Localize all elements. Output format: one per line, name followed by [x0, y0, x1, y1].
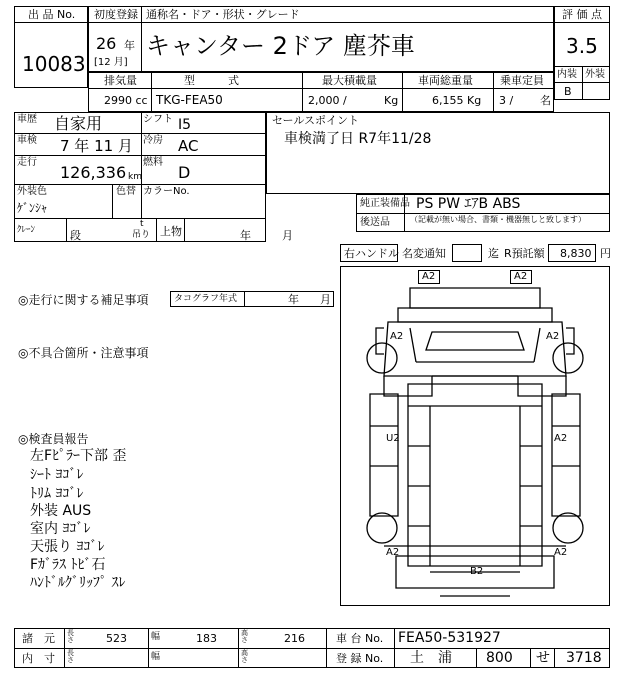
- capacity-label: 乗車定員: [500, 74, 544, 87]
- mark: 迄: [488, 247, 499, 260]
- month: [12 月]: [94, 57, 128, 68]
- chassis-label: 車 台 No.: [336, 632, 384, 645]
- lot-label: 出 品 No.: [28, 8, 76, 21]
- ac: AC: [178, 137, 199, 155]
- inspector-item: 室内 ﾖｺﾞﾚ: [30, 521, 91, 537]
- mark-rear-right: A2: [554, 547, 568, 558]
- reg-class: 800: [486, 650, 513, 666]
- mark-side-left: U2: [386, 433, 400, 444]
- history: 自家用: [54, 114, 103, 133]
- interior-grade: B: [564, 85, 572, 98]
- model-label: 通称名・ドア・形状・グレード: [146, 8, 300, 21]
- inspector-item: ﾄﾘﾑ ﾖｺﾞﾚ: [30, 486, 84, 502]
- reg-kana: せ: [536, 650, 550, 666]
- year: 26: [96, 34, 117, 53]
- inner-height-label: 高さ: [241, 649, 248, 664]
- equipment-label: 純正装備品: [360, 198, 410, 209]
- crane-hang: 吊り: [132, 230, 151, 240]
- gross-weight-label: 車両総重量: [418, 74, 473, 87]
- sales-point-text: 車検満了日 R7年11/28: [284, 131, 432, 147]
- mileage-unit: km: [128, 172, 142, 182]
- aftermarket-note: （記載が無い場合、書類・機器無しと致します）: [410, 215, 586, 224]
- inspector-item: 左Fﾋﾟﾗｰ下部 歪: [30, 448, 127, 464]
- fuel: D: [178, 163, 191, 182]
- score-label: 評 価 点: [562, 8, 602, 21]
- max-load-unit: Kg: [384, 94, 399, 107]
- name-change-box: [452, 244, 482, 262]
- inspector-title: ◎検査員報告: [18, 432, 89, 446]
- inspection-label: 車検: [17, 135, 37, 146]
- truck-diagram: [340, 266, 610, 606]
- height: 216: [284, 632, 305, 645]
- mark-side-right: A2: [554, 433, 568, 444]
- inspector-item: 天張り ﾖｺﾞﾚ: [30, 539, 105, 555]
- dims-label: 諸 元: [22, 632, 55, 645]
- inspector-item: Fｶﾞﾗｽ ﾄﾋﾞ石: [30, 557, 106, 573]
- inspection: 7 年 11 月: [60, 137, 133, 155]
- exterior-color-label: 外装色: [17, 186, 47, 197]
- reg-number: 3718: [566, 650, 602, 666]
- handle: 右ハンドル: [344, 247, 399, 260]
- shift: I5: [178, 117, 192, 133]
- aftermarket-label: 後送品: [360, 217, 390, 228]
- height-label: 高さ: [241, 629, 248, 644]
- mark-top-right: A2: [514, 271, 528, 282]
- yen: 円: [600, 247, 611, 260]
- mark-front-left: A2: [390, 331, 404, 342]
- inner-label: 内 寸: [22, 652, 55, 665]
- reg-label: 登 録 No.: [336, 652, 384, 665]
- inner-width-label: 幅: [151, 652, 161, 662]
- upper-label: 上物: [160, 225, 182, 238]
- gross-weight: 6,155 Kg: [432, 94, 482, 107]
- mark-front-right: A2: [546, 331, 560, 342]
- mileage: 126,336: [60, 163, 127, 182]
- score: 3.5: [566, 34, 598, 58]
- tacho-label: タコグラフ年式: [174, 294, 238, 304]
- mark-bottom: B2: [470, 566, 484, 577]
- driving-title: ◎走行に関する補足事項: [18, 293, 149, 307]
- model-code-label: 型 式: [184, 74, 239, 87]
- shift-label: シフト: [143, 114, 173, 125]
- width-label: 幅: [151, 632, 161, 642]
- model-code: TKG-FEA50: [156, 93, 223, 107]
- max-load-label: 最大積載量: [322, 74, 377, 87]
- width: 183: [196, 632, 217, 645]
- inspector-item: 外装 AUS: [30, 503, 92, 519]
- exterior-color: ｹﾞﾝｼｬ: [17, 201, 48, 215]
- ac-label: 冷房: [143, 135, 163, 146]
- crane-t: t: [140, 219, 144, 229]
- inner-length-label: 長さ: [67, 649, 74, 664]
- odo-value: 8,830: [560, 247, 592, 260]
- inspector-item: ﾊﾝﾄﾞﾙｸﾞﾘｯﾌﾟ ｽﾚ: [30, 575, 126, 591]
- fuel-label: 燃料: [143, 157, 163, 168]
- color-no-label: 色替: [116, 186, 136, 197]
- tacho-month: 月: [320, 293, 331, 306]
- crane-unit: 段: [70, 229, 81, 242]
- inspector-item: ｼｰﾄ ﾖｺﾞﾚ: [30, 467, 84, 483]
- name-change-label: 名変通知: [402, 247, 446, 260]
- sales-point-label: セールスポイント: [272, 114, 360, 127]
- mark-top-left: A2: [422, 271, 436, 282]
- upper-month: 月: [282, 229, 293, 242]
- defect-title: ◎不具合箇所・注意事項: [18, 346, 149, 360]
- chassis: FEA50-531927: [398, 630, 501, 646]
- crane-label: ｸﾚｰﾝ: [17, 225, 36, 235]
- history-label: 車歴: [17, 114, 37, 125]
- capacity-unit: 名: [540, 94, 551, 107]
- length: 523: [106, 632, 127, 645]
- reg-area: 土 浦: [410, 650, 452, 666]
- mileage-label: 走行: [17, 157, 37, 168]
- lot-number: 10083: [22, 52, 86, 76]
- upper-year: 年: [240, 229, 251, 242]
- color-code-label: カラーNo.: [143, 186, 190, 197]
- capacity: 3 /: [499, 94, 514, 107]
- displacement: 2990 cc: [104, 94, 148, 107]
- equipment-text: PS PW ｴｱB ABS: [416, 196, 521, 212]
- mark-rear-left: A2: [386, 547, 400, 558]
- vehicle-name: キャンター 2ドア 塵芥車: [146, 32, 415, 60]
- first-reg-label: 初度登録: [94, 8, 138, 21]
- odo-label: R預託額: [504, 247, 545, 260]
- max-load: 2,000 /: [308, 94, 347, 107]
- interior-label: 内装: [557, 69, 577, 80]
- displacement-label: 排気量: [104, 74, 137, 87]
- exterior-label: 外装: [585, 69, 605, 80]
- year-unit: 年: [124, 39, 135, 52]
- tacho-year: 年: [288, 293, 299, 306]
- length-label: 長さ: [67, 629, 74, 644]
